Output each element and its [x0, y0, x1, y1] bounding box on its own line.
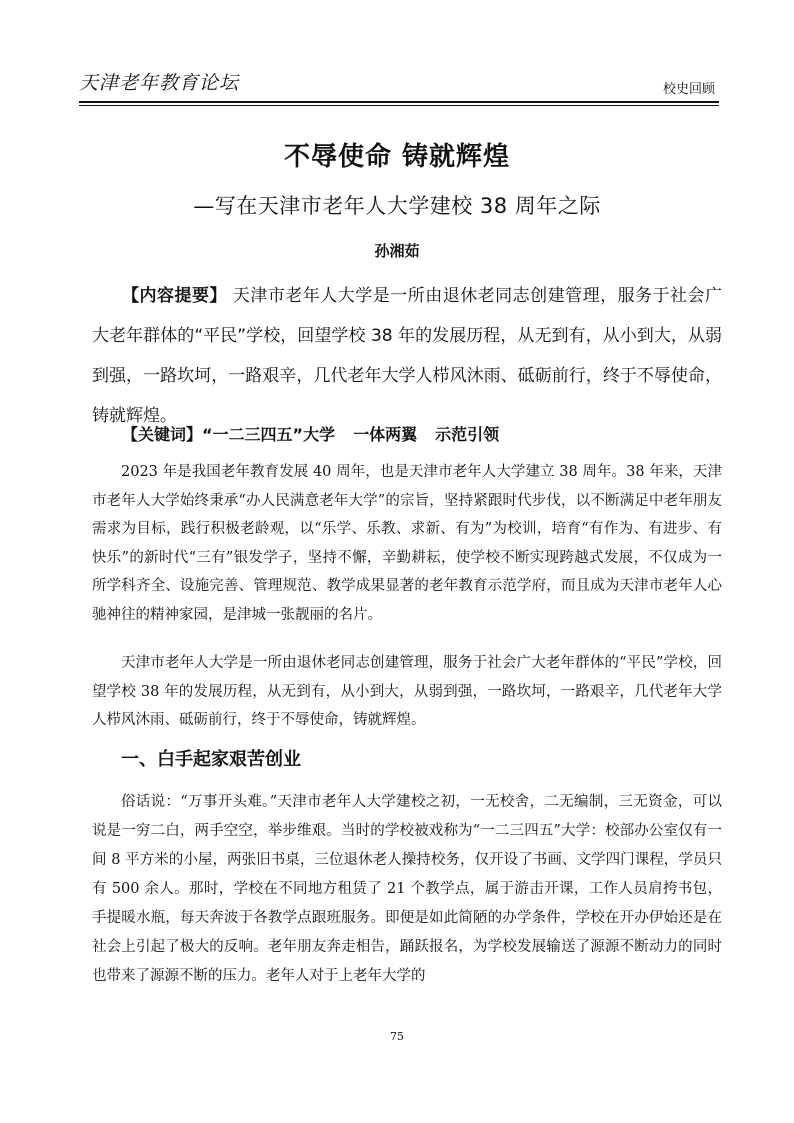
running-header	[79, 64, 719, 100]
keywords-label: 【关键词】	[122, 425, 203, 444]
header-rule	[79, 101, 719, 103]
body-paragraph: 天津市老年人大学是一所由退休老同志创建管理，服务于社会广大老年群体的“平民”学校，回望学校 38 年的发展历程，从无到有，从小到大，从弱到强，一路坎坷，一路艰辛，几代老年大学人栉风沐雨、砥砺前行，终于不辱使命，铸就辉煌。	[92, 655, 722, 728]
section-name: 校史回顾	[662, 82, 715, 97]
keyword-item: “一二三四五”大学	[202, 425, 336, 444]
body-paragraph: 2023 年是我国老年教育发展 40 周年，也是天津市老年人大学建立 38 周年。38 年来，天津市老年人大学始终秉承“办人民满意老年大学”的宗旨，坚持紧跟时代步伐，以不断满足中老年朋友需求为目标，践行积极老龄观，以“乐学、乐教、求新、有为”为校训，培育“有作为、有进步、有快乐”的新时代“三有”银发学子，坚持不懈，辛勤耕耘，使学校不断实现跨越式发展，不仅成为一所学科齐全、设施完善、管理规范、教学成果显著的老年教育示范学府，而且成为天津市老年人心驰神往的精神家园，是津城一张靓丽的名片。	[92, 464, 722, 623]
header-rule-thin	[79, 105, 719, 106]
page-number: 75	[390, 1030, 404, 1043]
keyword-item: 示范引领	[435, 425, 500, 444]
keyword-item: 一体两翼	[353, 425, 418, 444]
author-name: 孙湘茹	[374, 242, 420, 260]
journal-name: 天津老年教育论坛	[79, 72, 240, 94]
section-heading: 一、白手起家艰苦创业	[121, 749, 301, 770]
keywords	[92, 422, 722, 445]
abstract	[92, 276, 722, 436]
body-paragraph: 俗话说：“万事开头难。”天津市老年人大学建校之初，一无校舍，二无编制，三无资金，可以说是一穷二白，两手空空，举步维艰。当时的学校被戏称为“一二三四五”大学：校部办公室仅有一间 8 平方米的小屋，两张旧书桌，三位退休老人操持校务，仅开设了书画、文学四门课程，学员只有 500 余人。那时，学校在不同地方租赁了 21 个教学点，属于游击开课，工作人员肩挎书包，手提暖水瓶，每天奔波于各教学点跟班服务。即便是如此简陋的办学条件，学校在开办伊始还是在社会上引起了极大的反响。老年朋友奔走相告，踊跃报名，为学校发展输送了源源不断动力的同时也带来了源源不断的压力。老年人对于上老年大学的	[92, 794, 722, 984]
article-title: 不辱使命 铸就辉煌	[283, 142, 511, 172]
article-subtitle: —写在天津市老年人大学建校 38 周年之际	[193, 194, 601, 218]
abstract-text: 天津市老年人大学是一所由退休老同志创建管理，服务于社会广大老年群体的“平民”学校，回望学校 38 年的发展历程，从无到有，从小到大，从弱到强，一路坎坷，一路艰辛，几代老年大学人栉风沐雨、砥砺前行，终于不辱使命，铸就辉煌。	[92, 286, 723, 426]
abstract-label: 【内容提要】	[122, 286, 227, 306]
